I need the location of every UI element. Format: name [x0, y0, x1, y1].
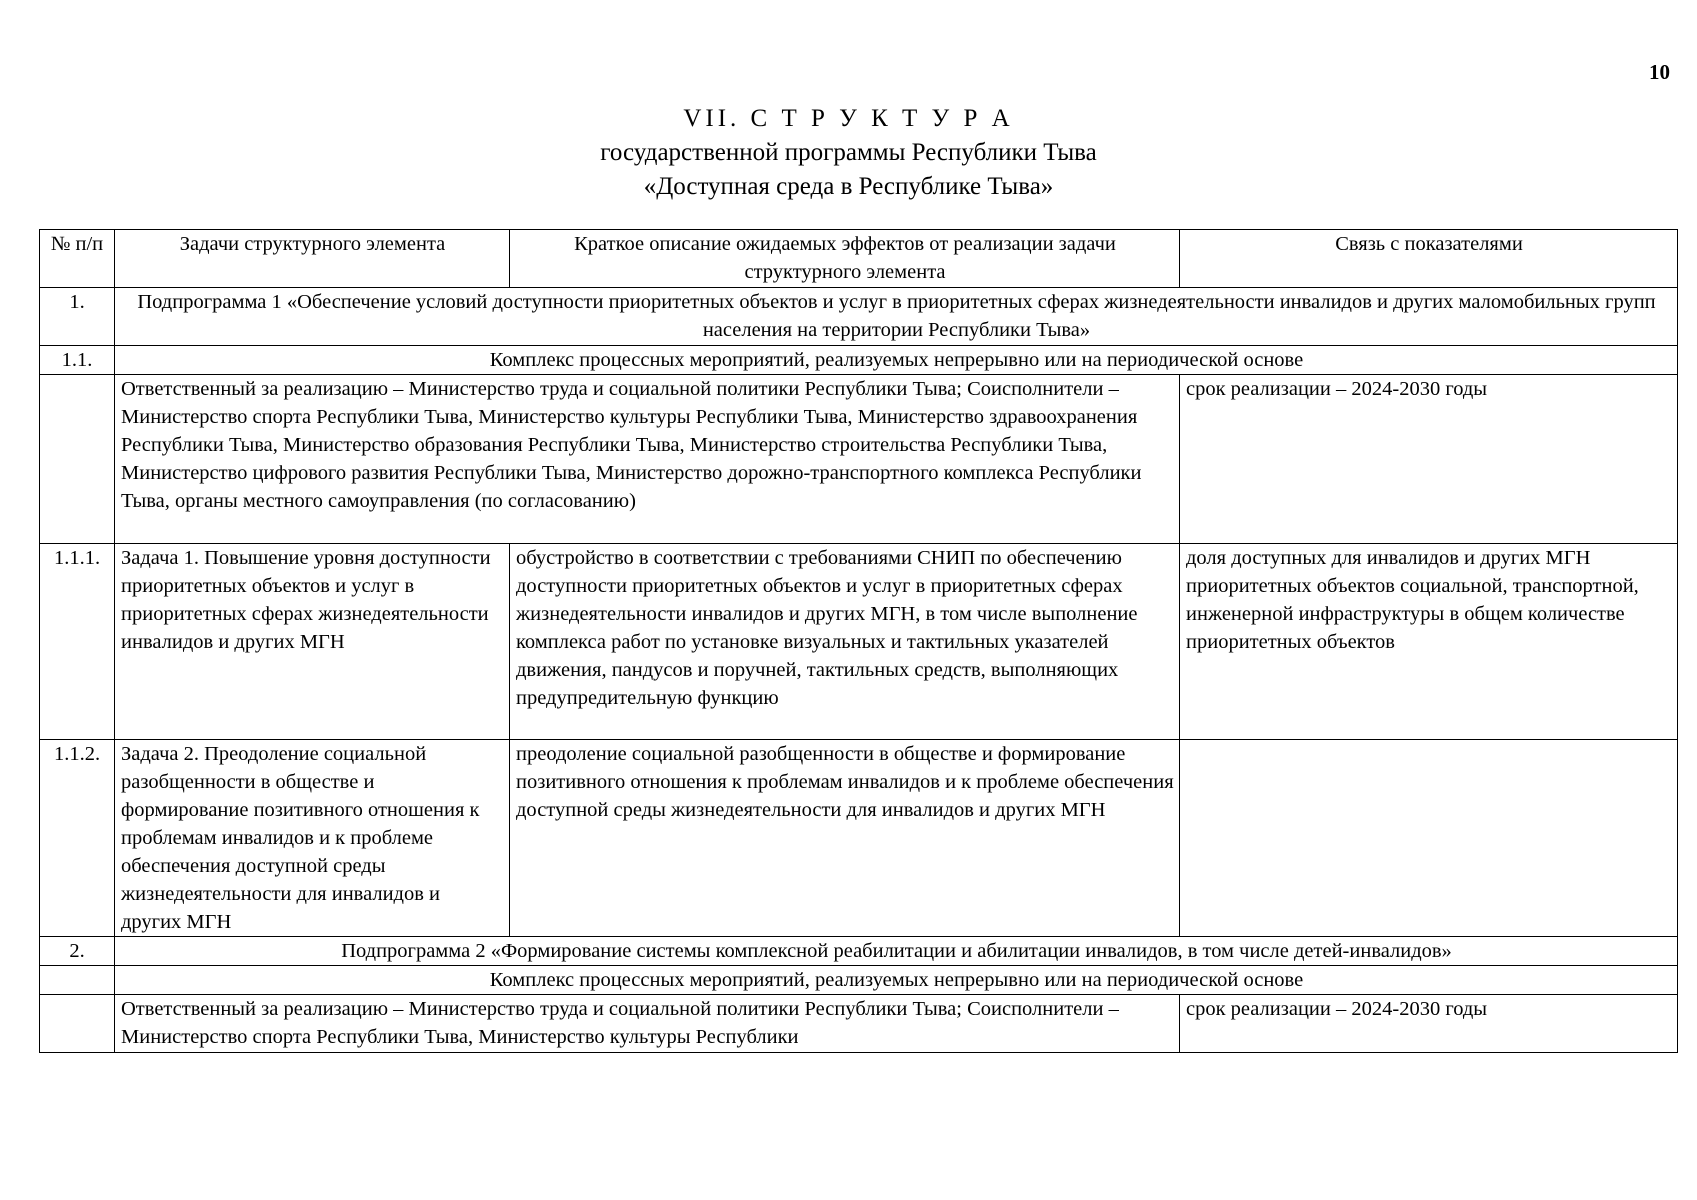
title-line-3: «Доступная среда в Республике Тыва»: [643, 173, 1054, 200]
term-text-2: срок реализации – 2024-2030 годы: [1180, 995, 1678, 1053]
row-number-empty: [40, 966, 115, 995]
table-row: [40, 375, 1678, 544]
table-row: [40, 740, 1678, 937]
header-tasks: Задачи структурного элемента: [115, 230, 510, 288]
header-num: № п/п: [40, 230, 115, 288]
responsible-text-2: Ответственный за реализацию – Министерство труда и социальной политики Республики Тыва; Соисполнители – Министерство спорта Республики Тыва, Министерство культуры Республики: [115, 995, 1180, 1053]
term-text-1: срок реализации – 2024-2030 годы: [1180, 375, 1678, 544]
title-line-1: VII. С Т Р У К Т У Р А: [683, 105, 1014, 132]
effect-2: преодоление социальной разобщенности в обществе и формирование позитивного отношения к проблемам инвалидов и к проблеме обеспечения доступной среды жизнедеятельности для инвалидов и других МГН: [510, 740, 1180, 937]
table-row: [40, 288, 1678, 346]
responsible-text-1: Ответственный за реализацию – Министерство труда и социальной политики Республики Тыва; Соисполнители – Министерство спорта Республики Тыва, Министерство культуры Республики Тыва, Министерство здравоохранения Республики Тыва, Министерство образования Республики Тыва, Министерство строительства Республики Тыва, Министерство цифрового развития Республики Тыва, Министерство дорожно-транспортного комплекса Республики Тыва, органы местного самоуправления (по согласованию): [115, 375, 1180, 544]
header-indicators: Связь с показателями: [1180, 230, 1678, 288]
task-1: Задача 1. Повышение уровня доступности приоритетных объектов и услуг в приоритетных сферах жизнедеятельности инвалидов и других МГН: [115, 544, 510, 740]
structure-table: [39, 229, 1678, 1053]
table-row: [40, 966, 1678, 995]
row-number-empty: [40, 375, 115, 544]
row-number: 2.: [40, 937, 115, 966]
document-title: [0, 102, 1697, 204]
table-row: [40, 995, 1678, 1053]
task-2: Задача 2. Преодоление социальной разобщенности в обществе и формирование позитивного отношения к проблемам инвалидов и к проблеме обеспечения доступной среды жизнедеятельности для инвалидов и других МГН: [115, 740, 510, 937]
indicator-2: [1180, 740, 1678, 937]
process-complex-1: Комплекс процессных мероприятий, реализуемых непрерывно или на периодической основе: [115, 346, 1678, 375]
header-effects: Краткое описание ожидаемых эффектов от реализации задачи структурного элемента: [510, 230, 1180, 288]
row-number: 1.1.: [40, 346, 115, 375]
subprogram-2-title: Подпрограмма 2 «Формирование системы комплексной реабилитации и абилитации инвалидов, в том числе детей-инвалидов»: [115, 937, 1678, 966]
effect-1: обустройство в соответствии с требованиями СНИП по обеспечению доступности приоритетных объектов и услуг в приоритетных сферах жизнедеятельности инвалидов и других МГН, в том числе выполнение комплекса работ по установке визуальных и тактильных указателей движения, пандусов и поручней, тактильных средств, выполняющих предупредительную функцию: [510, 544, 1180, 740]
page-number: 10: [1649, 60, 1670, 84]
row-number: 1.1.1.: [40, 544, 115, 740]
table-row: [40, 937, 1678, 966]
row-number-empty: [40, 995, 115, 1053]
process-complex-2: Комплекс процессных мероприятий, реализуемых непрерывно или на периодической основе: [115, 966, 1678, 995]
row-number: 1.1.2.: [40, 740, 115, 937]
table-header-row: [40, 230, 1678, 288]
title-line-2: государственной программы Республики Тыва: [600, 139, 1097, 166]
indicator-1: доля доступных для инвалидов и других МГН приоритетных объектов социальной, транспортной, инженерной инфраструктуры в общем количестве приоритетных объектов: [1180, 544, 1678, 740]
table-row: [40, 346, 1678, 375]
row-number: 1.: [40, 288, 115, 346]
subprogram-1-title: Подпрограмма 1 «Обеспечение условий доступности приоритетных объектов и услуг в приоритетных сферах жизнедеятельности инвалидов и других маломобильных групп населения на территории Республики Тыва»: [115, 288, 1678, 346]
table-row: [40, 544, 1678, 740]
